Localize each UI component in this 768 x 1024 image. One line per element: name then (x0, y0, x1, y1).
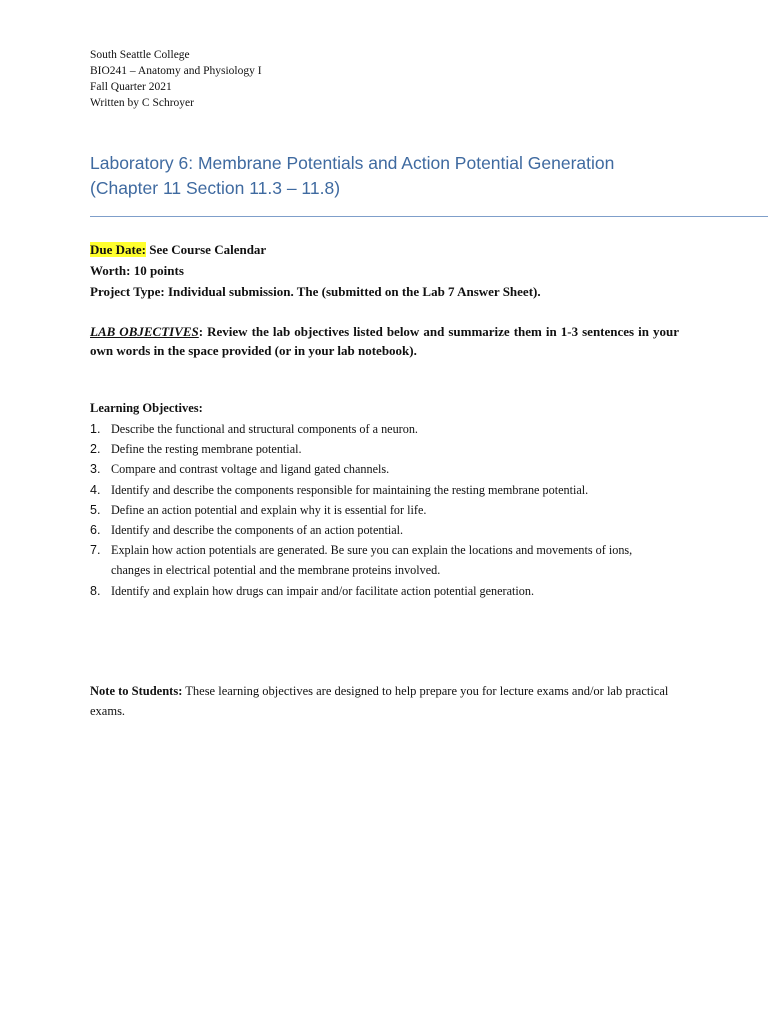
project-type-line: Project Type: Individual submission. The (submitted on the Lab 7 Answer Sheet). (90, 284, 541, 299)
list-item-number: 8. (90, 583, 101, 598)
list-item-text: Define the resting membrane potential. (111, 442, 302, 457)
lab-objectives-text: : Review the lab objectives listed below and summarize them in 1-3 sentences in your own words in the space provided (or in your lab notebook). (90, 324, 679, 358)
list-item-text: Identify and describe the components responsible for maintaining the resting membrane potential. (111, 482, 589, 497)
list-item-text: Explain how action potentials are generated. Be sure you can explain the locations and movements of ions, changes in electrical potential and the membrane proteins involved. (111, 543, 633, 578)
list-item-number: 1. (90, 422, 101, 436)
list-item-number: 7. (90, 543, 101, 558)
lab-title (90, 151, 750, 201)
author: Written by C Schroyer (90, 97, 194, 109)
lab-objectives-paragraph (90, 322, 679, 360)
list-item-number: 3. (90, 462, 101, 477)
due-date-label: Due Date: (90, 242, 146, 257)
list-item (90, 480, 670, 500)
list-item-text: Identify and explain how drugs can impair and/or facilitate action potential generation. (111, 583, 535, 598)
note-to-students (90, 681, 690, 721)
assignment-meta (90, 239, 541, 302)
lab-title-line-2: (Chapter 11 Section 11.3 – 11.8) (90, 178, 341, 198)
note-label: Note to Students: (90, 684, 183, 698)
list-item-text: Describe the functional and structural components of a neuron. (111, 422, 418, 436)
due-date-value: See Course Calendar (145, 242, 267, 257)
list-item-text: Define an action potential and explain why it is essential for life. (111, 502, 427, 517)
list-item (90, 419, 670, 439)
list-item-number: 2. (90, 442, 101, 457)
worth-line: Worth: 10 points (90, 263, 184, 278)
college-name: South Seattle College (90, 49, 190, 61)
list-item (90, 500, 670, 520)
lab-title-line-1: Laboratory 6: Membrane Potentials and Action Potential Generation (90, 153, 615, 173)
list-item (90, 520, 670, 540)
list-item (90, 439, 670, 459)
lab-objectives-label: LAB OBJECTIVES (90, 324, 199, 339)
list-item (90, 581, 670, 601)
list-item-number: 4. (90, 482, 101, 497)
due-date-line (90, 239, 541, 260)
list-item (90, 459, 670, 479)
title-divider (90, 216, 768, 217)
course-name: BIO241 – Anatomy and Physiology I (90, 65, 262, 77)
document-header (90, 47, 262, 111)
learning-objectives-list (90, 419, 670, 601)
quarter: Fall Quarter 2021 (90, 81, 172, 93)
list-item (90, 540, 670, 580)
list-item-text: Identify and describe the components of an action potential. (111, 523, 404, 538)
list-item-text: Compare and contrast voltage and ligand gated channels. (111, 462, 390, 477)
note-text: These learning objectives are designed to help prepare you for lecture exams and/or lab practical exams. (90, 684, 669, 718)
list-item-number: 6. (90, 523, 101, 538)
list-item-number: 5. (90, 502, 101, 517)
learning-objectives-heading: Learning Objectives: (90, 401, 203, 415)
